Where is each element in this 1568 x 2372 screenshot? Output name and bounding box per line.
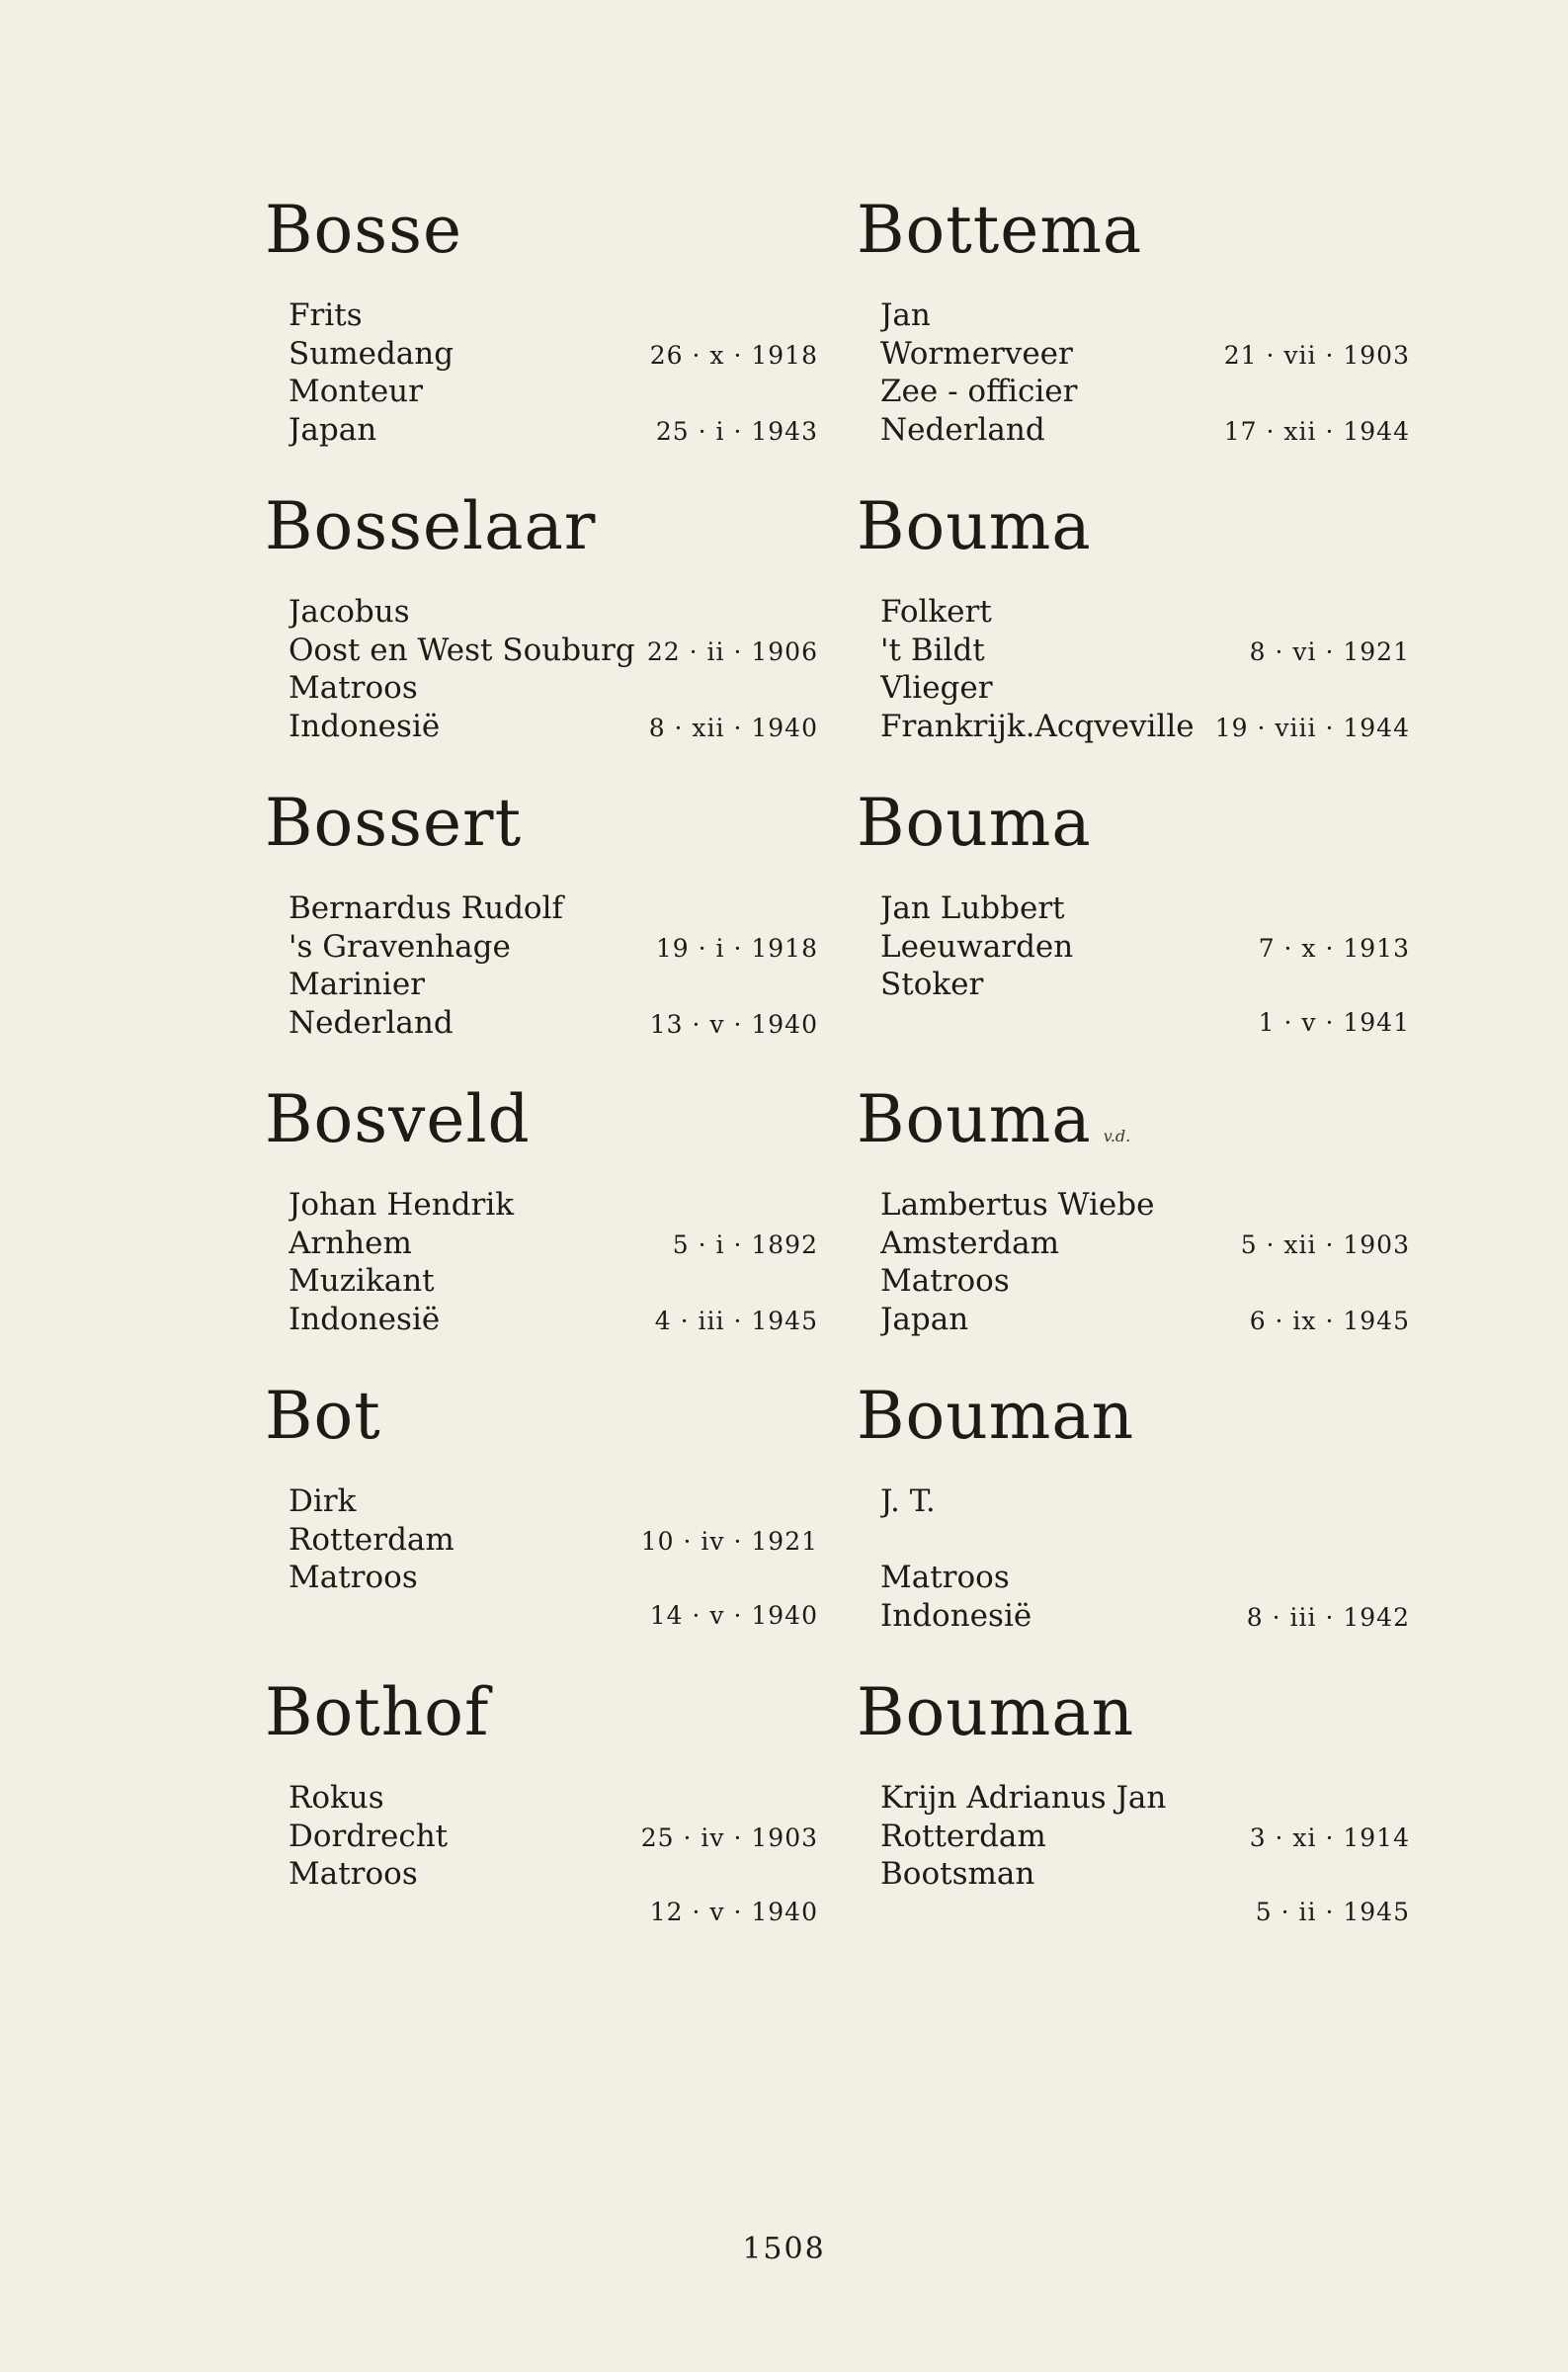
entry-occupation-line: Matroos xyxy=(289,1560,418,1595)
entry-birthplace-line: Rotterdam 3 · xi · 1914 xyxy=(880,1818,1410,1854)
entry-occupation-line: Zee - officier xyxy=(880,374,1078,409)
entry-occupation-line: Matroos xyxy=(880,1263,1010,1299)
entry-first-name-line: Lambertus Wiebe xyxy=(880,1187,1155,1223)
entry-birthplace-line: Arnhem 5 · i · 1892 xyxy=(289,1225,818,1261)
entry-occupation-line: Bootsman xyxy=(880,1856,1035,1892)
entry-occupation-line: Monteur xyxy=(289,374,423,409)
entry-first-name-line: Krijn Adrianus Jan xyxy=(880,1780,1167,1816)
entry-death-place-line: 14 · v · 1940 xyxy=(649,1600,818,1630)
entry-first-name-line: J. T. xyxy=(880,1483,936,1519)
entry-death-place-line: 1 · v · 1941 xyxy=(1258,1007,1410,1037)
entry-birthplace-line xyxy=(857,1521,1410,1560)
entry-occupation-line: Muzikant xyxy=(289,1263,435,1299)
memorial-entry xyxy=(265,1374,818,1670)
entry-first-name-line: Dirk xyxy=(289,1483,357,1519)
entry-birthplace-line: Dordrecht 25 · iv · 1903 xyxy=(289,1818,818,1854)
entry-surname: Bouma xyxy=(857,785,1092,861)
entry-surname: Bouman xyxy=(857,1674,1135,1750)
memorial-entry xyxy=(265,484,818,781)
entry-occupation-line: Matroos xyxy=(289,670,418,706)
entry-first-name-line: Folkert xyxy=(880,594,992,630)
memorial-entry xyxy=(857,188,1410,484)
entry-occupation-line: Matroos xyxy=(289,1856,418,1892)
entry-birthplace-line: Amsterdam 5 · xii · 1903 xyxy=(880,1225,1410,1261)
memorial-entry xyxy=(265,1077,818,1374)
right-column xyxy=(857,188,1410,1967)
entry-first-name-line: Bernardus Rudolf xyxy=(289,890,563,926)
entry-occupation-line: Matroos xyxy=(880,1560,1010,1595)
entry-death-place-line: 5 · ii · 1945 xyxy=(1255,1897,1410,1926)
entry-surname: Bouma xyxy=(857,488,1092,564)
entry-surname: Bosveld xyxy=(265,1081,531,1157)
memorial-entry xyxy=(265,188,818,484)
entry-occupation-line: Stoker xyxy=(880,967,984,1002)
entry-first-name-line: Rokus xyxy=(289,1780,384,1816)
entry-death-place-line: Japan 6 · ix · 1945 xyxy=(880,1301,1410,1337)
memorial-entry xyxy=(265,781,818,1077)
entry-death-place-line: Frankrijk.Acqveville 19 · viii · 1944 xyxy=(880,708,1410,744)
entry-first-name-line: Jan xyxy=(880,297,931,333)
entry-death-place-line: Japan 25 · i · 1943 xyxy=(289,411,818,448)
memorial-entry xyxy=(857,1077,1410,1374)
memorial-entry xyxy=(857,781,1410,1077)
entry-surname: Bot xyxy=(265,1378,381,1454)
entry-occupation-line: Marinier xyxy=(289,967,426,1002)
entry-surname: Bossert xyxy=(265,785,523,861)
surname-suffix: v.d. xyxy=(1103,1127,1131,1145)
entry-surname: Bothof xyxy=(265,1674,490,1750)
entry-surname: Bouman xyxy=(857,1378,1135,1454)
memorial-entry xyxy=(857,1374,1410,1670)
entry-first-name-line: Jan Lubbert xyxy=(880,890,1065,926)
entry-death-place-line: Indonesië 8 · xii · 1940 xyxy=(289,708,818,744)
entry-death-place-line: 12 · v · 1940 xyxy=(649,1897,818,1926)
entry-birthplace-line: Oost en West Souburg 22 · ii · 1906 xyxy=(289,632,818,668)
entry-birthplace-line: Sumedang 26 · x · 1918 xyxy=(289,335,818,372)
memorial-entry xyxy=(265,1670,818,1967)
entry-death-place-line: Indonesië 8 · iii · 1942 xyxy=(880,1597,1410,1634)
entry-surname: Bottema xyxy=(857,192,1143,268)
entry-surname: Bosselaar xyxy=(265,488,597,564)
entry-birthplace-line: 't Bildt 8 · vi · 1921 xyxy=(880,632,1410,668)
left-column xyxy=(265,188,818,1967)
entry-occupation-line: Vlieger xyxy=(880,670,993,706)
entry-birthplace-line: Rotterdam 10 · iv · 1921 xyxy=(289,1521,818,1558)
entry-death-place-line: Nederland 13 · v · 1940 xyxy=(289,1004,818,1041)
page-number: 1508 xyxy=(742,2232,826,2266)
entry-birthplace-line: 's Gravenhage 19 · i · 1918 xyxy=(289,928,818,965)
memorial-entry xyxy=(857,484,1410,781)
entry-death-place-line: Indonesië 4 · iii · 1945 xyxy=(289,1301,818,1337)
entry-surname: Bouma v.d. xyxy=(857,1081,1131,1157)
entry-first-name-line: Jacobus xyxy=(289,594,410,630)
entry-birthplace-line: Wormerveer 21 · vii · 1903 xyxy=(880,335,1410,372)
memorial-entry xyxy=(857,1670,1410,1967)
entry-first-name-line: Frits xyxy=(289,297,363,333)
entry-first-name-line: Johan Hendrik xyxy=(289,1187,515,1223)
entry-birthplace-line: Leeuwarden 7 · x · 1913 xyxy=(880,928,1410,965)
entry-surname: Bosse xyxy=(265,192,463,268)
entry-death-place-line: Nederland 17 · xii · 1944 xyxy=(880,411,1410,448)
